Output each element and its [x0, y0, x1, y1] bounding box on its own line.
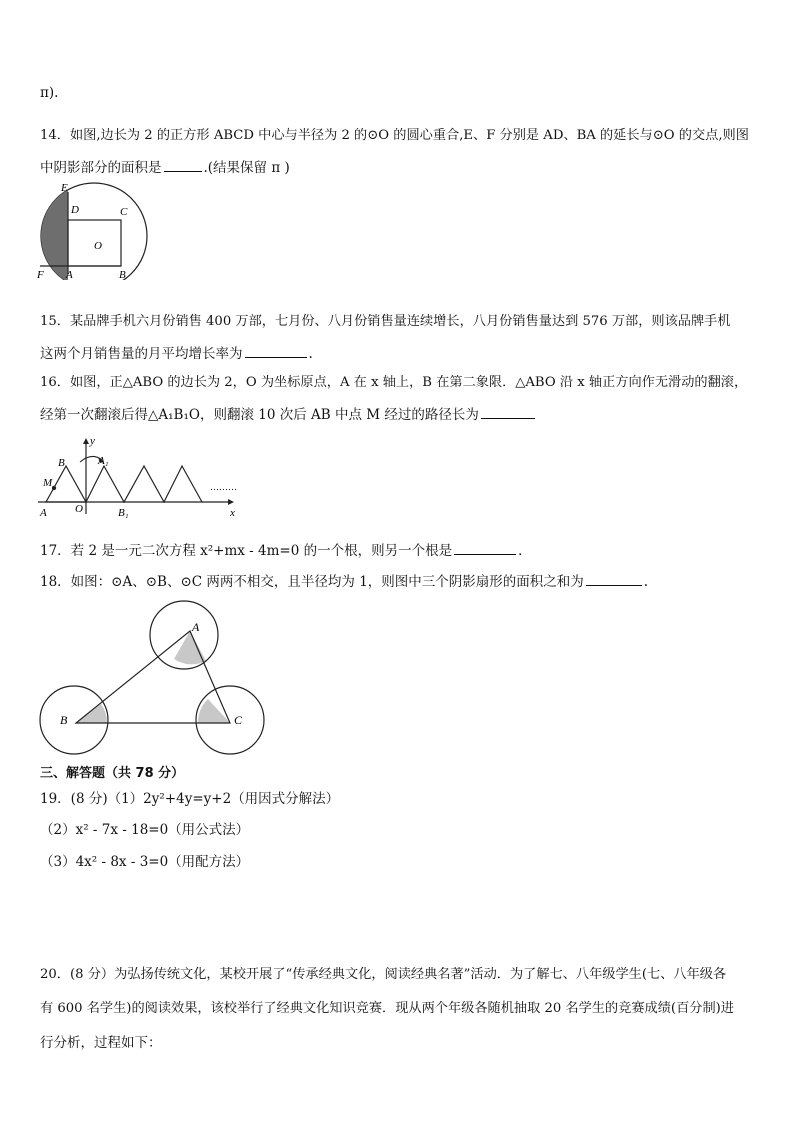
q14-label-c: C: [120, 206, 128, 218]
q16-line2-text-a: 经第一次翻滚后得△A₁B₁O，则翻滚 10 次后 AB 中点 M 经过的路径长为: [40, 407, 479, 423]
q14-label-b: B: [119, 269, 126, 280]
q16-triangle-chain: [46, 466, 202, 502]
q16-dots: ………: [210, 482, 237, 492]
q18-figure: [34, 590, 274, 765]
q15-line2-text-b: .: [308, 346, 313, 362]
q18-sector-b: [76, 704, 107, 723]
q16-label-a: A: [40, 507, 47, 519]
q19-line3: （3）4x² - 8x - 3=0（用配方法）: [40, 854, 250, 870]
q14-label-o: O: [94, 240, 102, 252]
q17-answer-blank[interactable]: [454, 540, 516, 555]
q16-label-b1: B₁: [118, 507, 129, 519]
q14-label-a: A: [66, 269, 73, 280]
q16-y-arrow: [83, 438, 89, 444]
q18-label-b: B: [60, 713, 68, 727]
q20-line2: 有 600 名学生)的阅读效果，该校举行了经典文化知识竞赛．现从两个年级各随机抽取 20 名学生的竞赛成绩(百分制)进: [40, 1001, 734, 1016]
q18-text-b: .: [643, 574, 649, 590]
q18-text-a: 18．如图：⊙A、⊙B、⊙C 两两不相交，且半径均为 1，则图中三个阴影扇形的面积之和为: [40, 574, 584, 590]
q18-label-c: C: [234, 713, 243, 727]
q16-label-y: y: [90, 435, 95, 447]
q14-line1: 14．如图,边长为 2 的正方形 ABCD 中心与半径为 2 的⊙O 的圆心重合,E、F 分别是 AD、BA 的延长与⊙O 的交点,则图: [40, 128, 749, 143]
q17-text-a: 17．若 2 是一元二次方程 x²+mx - 4m=0 的一个根，则另一个根是: [40, 543, 453, 559]
q17-line: [40, 540, 532, 560]
q14-label-d: D: [71, 204, 79, 216]
q18-sector-a: [174, 631, 206, 664]
q15-line2-text-a: 这两个月销售量的月平均增长率为: [40, 346, 243, 362]
q20-line1: 20．(8 分）为弘扬传统文化，某校开展了“传承经典文化，阅读经典名著”活动．为了解七、八年级学生(七、八年级各: [40, 967, 727, 982]
q14-answer-blank[interactable]: [164, 157, 202, 172]
q14-line2: [40, 157, 290, 177]
q14-shaded-region: [34, 180, 68, 280]
q18-line: [40, 571, 648, 591]
q16-line1: 16．如图，正△ABO 的边长为 2，O 为坐标原点，A 在 x 轴上，B 在第二象限．△ABO 沿 x 轴正方向作无滑动的翻滚，: [40, 375, 748, 390]
q14-label-e: E: [61, 182, 68, 194]
top-line: π).: [40, 85, 59, 101]
q16-point-m: [52, 486, 56, 490]
q17-text-b: ．: [518, 543, 532, 559]
q19-line1: 19．(8 分)（1）2y²+4y=y+2（用因式分解法）: [40, 791, 340, 807]
q16-label-x: x: [230, 507, 235, 519]
q14-line2-text-b: .(结果保留 π ): [203, 160, 290, 176]
q16-line2: [40, 404, 537, 424]
q16-answer-blank[interactable]: [481, 404, 535, 419]
q16-x-arrow: [228, 499, 234, 505]
q18-label-a: A: [192, 620, 200, 634]
q16-label-o: O: [75, 503, 83, 515]
q16-label-b: B: [58, 457, 65, 469]
section-3-heading: 三、解答题（共 78 分）: [40, 766, 185, 781]
q15-answer-blank[interactable]: [245, 343, 307, 358]
q15-line1: 15．某品牌手机六月份销售 400 万部，七月份、八月份销售量连续增长，八月份销售量达到 576 万部，则该品牌手机: [40, 314, 731, 329]
q20-line3: 行分析，过程如下：: [40, 1035, 162, 1051]
q15-line2: [40, 343, 313, 363]
q16-label-m: M: [43, 477, 53, 489]
q14-figure: [34, 180, 164, 280]
q14-line2-text-a: 中阴影部分的面积是: [40, 160, 162, 176]
q14-label-f: F: [37, 269, 44, 280]
q16-figure: [34, 432, 244, 522]
q19-line2: （2）x² - 7x - 18=0（用公式法）: [40, 822, 250, 838]
q18-answer-blank[interactable]: [586, 571, 642, 586]
q16-label-a1: A₁: [98, 455, 109, 467]
